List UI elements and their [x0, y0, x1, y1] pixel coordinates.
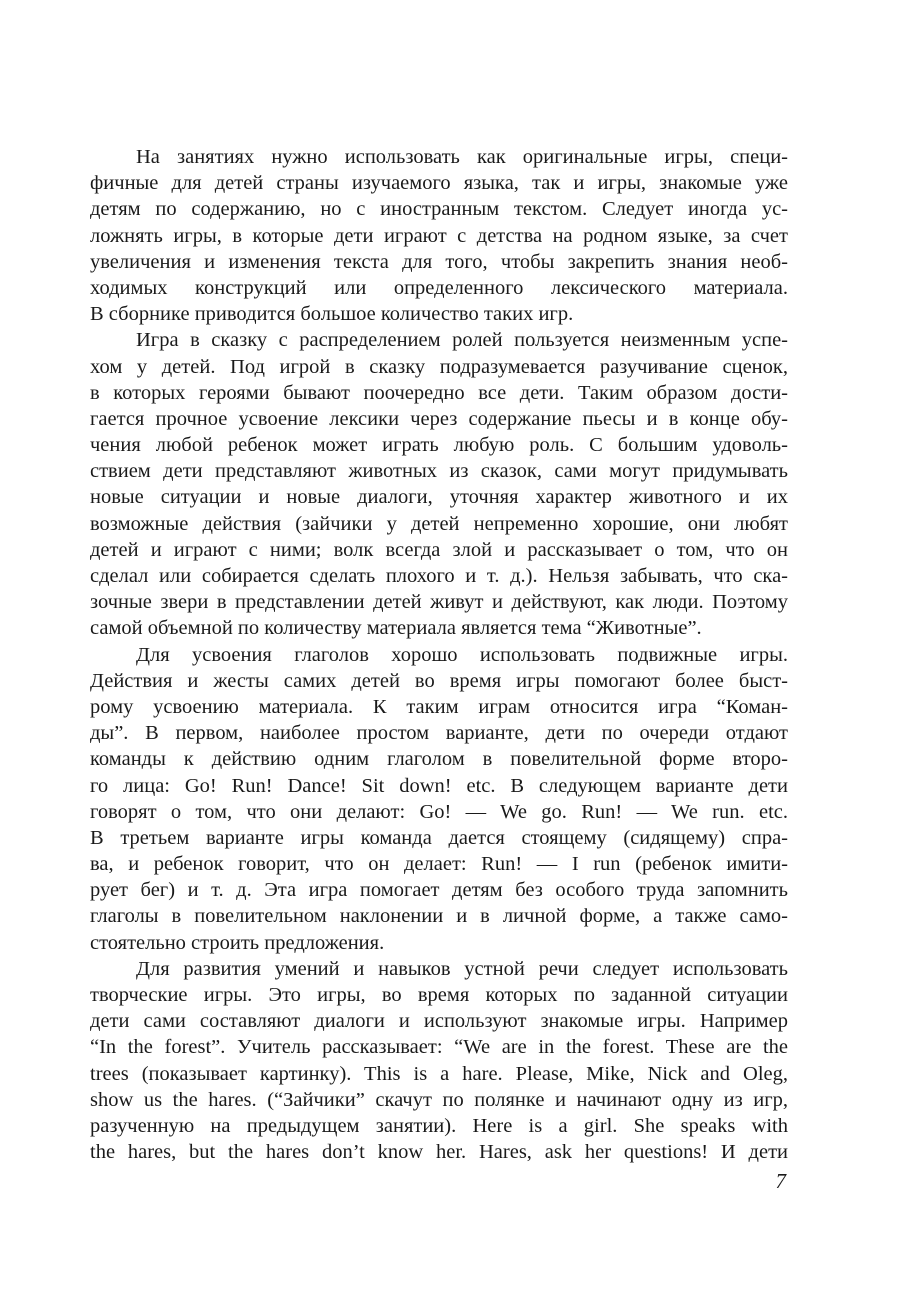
paragraph-creative-games [90, 956, 788, 1166]
text-line: ложнять игры, в которые дети играют с детства на родном языке, за счет [90, 224, 788, 247]
text-line: го лица: Go! Run! Dance! Sit down! etc. В следующем варианте дети [90, 774, 788, 797]
text-line: детям по содержанию, но с иностранным текстом. Следует иногда ус- [90, 198, 788, 221]
text-line: говорят о том, что они делают: Go! — We go. Run! — We run. etc. [90, 800, 788, 823]
text-line: самой объемной по количеству материала является тема “Животные”. [90, 617, 702, 640]
text-line: дети сами составляют диалоги и используют знакомые игры. Например [90, 1010, 788, 1033]
text-line: творческие игры. Это игры, во время которых по заданной ситуации [90, 984, 788, 1006]
text-line: ствием дети представляют животных из сказок, сами могут придумывать [90, 460, 788, 483]
text-line: детей и играют с ними; волк всегда злой и рассказывает о том, что он [90, 538, 788, 561]
text-line: гается прочное усвоение лексики через содержание пьесы и в конце обу- [90, 407, 788, 430]
page-number: 7 [775, 1169, 786, 1193]
text-line: сделал или собирается сделать плохого и т. д.). Нельзя забывать, что ска- [90, 565, 788, 587]
text-line: Для усвоения глаголов хорошо использовать подвижные игры. [136, 643, 788, 666]
text-line: стоятельно строить предложения. [90, 931, 385, 954]
text-line: ходимых конструкций или определенного лексического материала. [90, 276, 788, 299]
text-line: В третьем варианте игры команда дается стоящему (сидящему) спра- [90, 826, 788, 849]
text-line: “In the forest”. Учитель рассказывает: “We are in the forest. These are the [90, 1036, 788, 1059]
text-line: trees (показывает картинку). This is a hare. Please, Mike, Nick and Oleg, [90, 1062, 788, 1085]
text-line: Игра в сказку с распределением ролей пользуется неизменным успе- [136, 329, 788, 352]
paragraph-verb-games [90, 642, 788, 956]
text-line: чения любой ребенок может играть любую роль. С большим удоволь- [90, 434, 788, 457]
text-line: В сборнике приводится большое количество таких игр. [90, 303, 574, 326]
text-line: возможные действия (зайчики у детей непременно хорошие, они любят [90, 512, 788, 535]
text-line: в которых героями бывают поочередно все дети. Таким образом дости- [90, 381, 788, 404]
text-line: хом у детей. Под игрой в сказку подразумевается разучивание сценок, [90, 355, 788, 378]
text-line: рует бег) и т. д. Эта игра помогает детям без особого труда запомнить [90, 879, 788, 902]
paragraph-fairy-tale-game [90, 327, 788, 641]
text-line: the hares, but the hares don’t know her. Hares, ask her questions! И дети [90, 1141, 788, 1164]
text-line: ва, и ребенок говорит, что он делает: Run! — I run (ребенок имити- [90, 853, 788, 876]
text-line: разученную на предыдущем занятии). Here is a girl. She speaks with [90, 1114, 788, 1137]
text-line: глаголы в повелительном наклонении и в личной форме, а также само- [90, 905, 788, 928]
text-line: фичные для детей страны изучаемого языка, так и игры, знакомые уже [90, 172, 788, 195]
text-line: команды к действию одним глаголом в повелительной форме второ- [90, 748, 788, 771]
text-line: show us the hares. (“Зайчики” скачут по полянке и начинают одну из игр, [90, 1088, 788, 1111]
text-line: новые ситуации и новые диалоги, уточняя характер животного и их [90, 486, 788, 509]
text-line: ды”. В первом, наиболее простом варианте, дети по очереди отдают [90, 722, 788, 745]
text-line: Для развития умений и навыков устной речи следует использовать [136, 957, 788, 980]
text-line: увеличения и изменения текста для того, чтобы закрепить знания необ- [90, 250, 788, 273]
text-line: Действия и жесты самих детей во время игры помогают более быст- [90, 669, 788, 692]
body-text [90, 144, 788, 1165]
text-line: рому усвоению материала. К таким играм относится игра “Коман- [90, 695, 788, 718]
text-line: На занятиях нужно использовать как оригинальные игры, специ- [136, 146, 788, 168]
paragraph-original-games [90, 144, 788, 327]
text-line: зочные звери в представлении детей живут и действуют, как люди. Поэтому [90, 591, 788, 614]
